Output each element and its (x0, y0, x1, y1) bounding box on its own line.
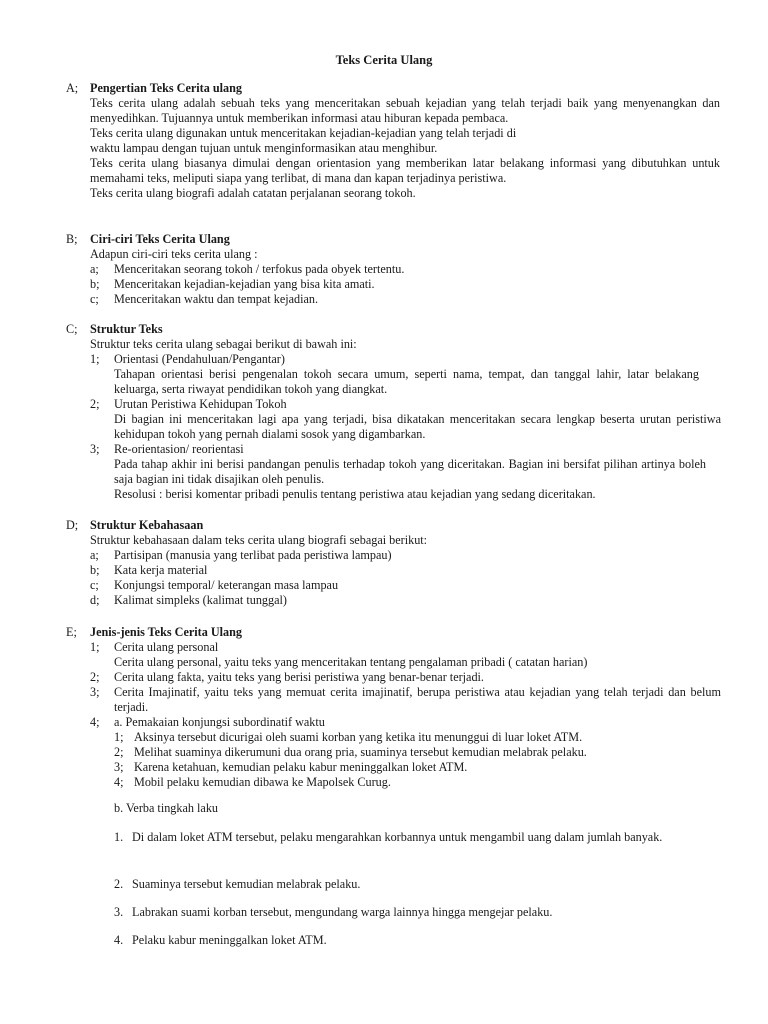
paragraph: Teks cerita ulang biasanya dimulai dengan orientasion yang memberikan latar belakang informasi yang dibutuhkan untuk memahami teks, meliputi siapa yang terlibat, di mana dan kapan terjadinya peristiwa. (90, 156, 720, 185)
list-item: b; Menceritakan kejadian-kejadian yang bisa kita amati. (90, 277, 375, 291)
sublist-a (90, 730, 721, 790)
list-item: 3; Re-orientasion/ reorientasi Pada tahap akhir ini berisi pandangan penulis terhadap tokoh yang diceritakan. Bagian ini bersifat pilihan artinya boleh saja bagian ini tidak disajikan oleh penulis. Resolusi : berisi komentar pribadi penulis tentang peristiwa atau kejadian yang sedang diceritakan. (90, 442, 721, 502)
sublist-item: 1; Aksinya tersebut dicurigai oleh suami korban yang ketika itu menunggui di luar loket ATM. (114, 730, 583, 744)
list-item: 3; Cerita Imajinatif, yaitu teks yang memuat cerita imajinatif, berupa peristiwa atau kejadian yang telah terjadi dan belum terjadi. (90, 685, 721, 714)
list-item-desc: Cerita ulang personal, yaitu teks yang menceritakan tentang pengalaman pribadi ( catatan harian) (114, 655, 588, 669)
section-heading: Jenis-jenis Teks Cerita Ulang (90, 625, 243, 639)
sublist-item: 3; Karena ketahuan, kemudian pelaku kabur meninggalkan loket ATM. (114, 760, 468, 774)
sublist-b-heading: b. Verba tingkah laku (114, 801, 219, 815)
paragraph: Teks cerita ulang digunakan untuk menceritakan kejadian-kejadian yang telah terjadi di waktu lampau dengan tujuan untuk menginformasikan atau menghibur. (90, 126, 517, 155)
list-item: b; Kata kerja material (90, 563, 208, 577)
section-intro: Struktur teks cerita ulang sebagai berikut di bawah ini: (90, 337, 357, 351)
list-item: 4; a. Pemakaian konjungsi subordinatif waktu (90, 715, 325, 729)
section-label: C; (66, 322, 78, 336)
section-heading: Struktur Teks (90, 322, 163, 336)
paragraph: Teks cerita ulang adalah sebuah teks yang menceritakan sebuah kejadian yang telah terjadi baik yang menyenangkan dan menyedihkan. Tujuannya untuk memberikan informasi atau hiburan kepada pembaca. (90, 96, 720, 125)
list-item-desc: Pada tahap akhir ini berisi pandangan penulis terhadap tokoh yang diceritakan. Bagian ini bersifat pilihan artinya boleh saja bagian ini tidak disajikan oleh penulis. (114, 457, 706, 486)
paragraph: Teks cerita ulang biografi adalah catatan perjalanan seorang tokoh. (90, 186, 416, 200)
sublist-item: 4. Pelaku kabur meninggalkan loket ATM. (114, 933, 327, 947)
list-item: c; Konjungsi temporal/ keterangan masa lampau (90, 578, 339, 592)
list-item: 2; Urutan Peristiwa Kehidupan Tokoh Di bagian ini menceritakan lagi apa yang terjadi, bisa dikatakan menceritakan secara lengkap beserta urutan peristiwa kehidupan tokoh yang pernah dialami sosok yang digambarkan. (90, 397, 721, 441)
list-item: a; Menceritakan seorang tokoh / terfokus pada obyek tertentu. (90, 262, 405, 276)
section-intro: Struktur kebahasaan dalam teks cerita ulang biografi sebagai berikut: (90, 533, 428, 547)
section-intro: Adapun ciri-ciri teks cerita ulang : (90, 247, 258, 261)
sublist-item: 4; Mobil pelaku kemudian dibawa ke Mapolsek Curug. (114, 775, 391, 789)
section-heading: Pengertian Teks Cerita ulang (90, 81, 243, 95)
sublist-item: 3. Labrakan suami korban tersebut, mengundang warga lainnya hingga mengejar pelaku. (114, 905, 553, 919)
sublist-item: 2. Suaminya tersebut kemudian melabrak pelaku. (114, 877, 361, 891)
list-item: 2; Cerita ulang fakta, yaitu teks yang berisi peristiwa yang benar-benar terjadi. (90, 670, 484, 684)
list-item: 1; Orientasi (Pendahuluan/Pengantar) Tahapan orientasi berisi pengenalan tokoh secara umum, seperti nama, tempat, dan tanggal lahir, latar belakang keluarga, serta riwayat pendidikan tokoh yang diangkat. (90, 352, 699, 396)
sublist-item: 2; Melihat suaminya dikerumuni dua orang pria, suaminya tersebut kemudian melabrak pelaku. (114, 745, 587, 759)
list-item-desc: Di bagian ini menceritakan lagi apa yang terjadi, bisa dikatakan menceritakan secara lengkap beserta urutan peristiwa kehidupan tokoh yang pernah dialami sosok yang digambarkan. (114, 412, 721, 441)
list-item: a; Partisipan (manusia yang terlibat pada peristiwa lampau) (90, 548, 392, 562)
sublist-b (114, 829, 714, 846)
list-item-desc: Resolusi : berisi komentar pribadi penulis tentang peristiwa atau kejadian yang sedang diceritakan. (114, 487, 596, 501)
document-title: Teks Cerita Ulang (335, 53, 433, 67)
section-label: D; (66, 518, 79, 532)
section-heading: Ciri-ciri Teks Cerita Ulang (90, 232, 230, 246)
section-label: B; (66, 232, 78, 246)
section-label: A; (66, 81, 79, 95)
list-item: 1; Cerita ulang personal Cerita ulang personal, yaitu teks yang menceritakan tentang pengalaman pribadi ( catatan harian) (90, 640, 721, 670)
sublist-item: 1. Di dalam loket ATM tersebut, pelaku mengarahkan korbannya untuk mengambil uang dalam jumlah banyak. (114, 830, 663, 844)
list-item: d; Kalimat simpleks (kalimat tunggal) (90, 593, 287, 607)
section-label: E; (66, 625, 77, 639)
list-item-desc: Tahapan orientasi berisi pengenalan tokoh secara umum, seperti nama, tempat, dan tanggal lahir, latar belakang keluarga, serta riwayat pendidikan tokoh yang diangkat. (114, 367, 699, 396)
list-item: c; Menceritakan waktu dan tempat kejadian. (90, 292, 319, 306)
section-heading: Struktur Kebahasaan (90, 518, 204, 532)
